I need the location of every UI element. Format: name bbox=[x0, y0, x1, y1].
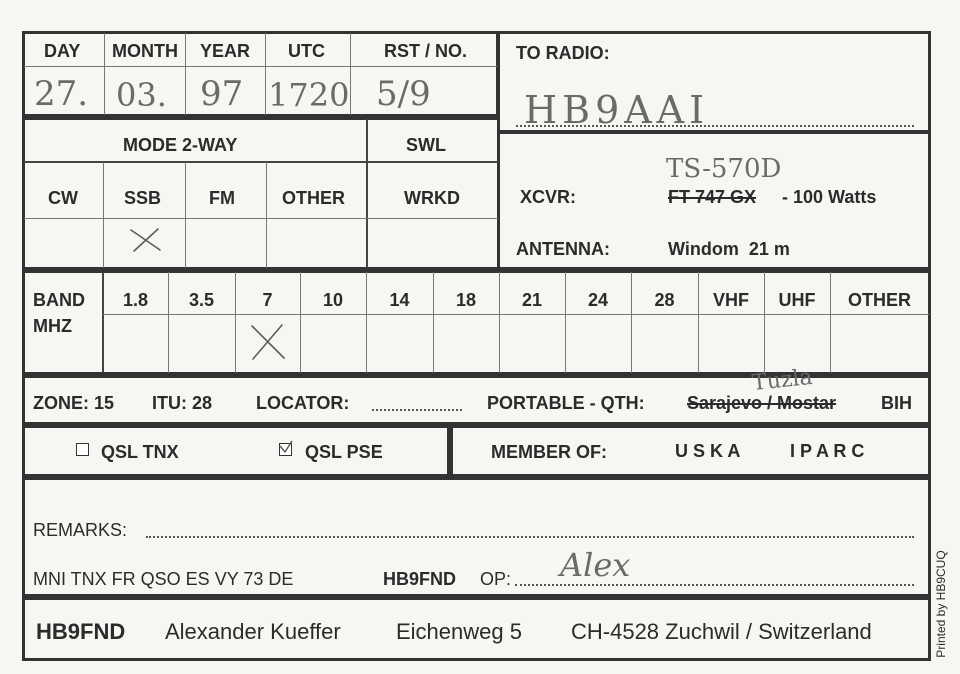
band-col-divider bbox=[366, 272, 367, 373]
band-label: BAND bbox=[33, 290, 85, 310]
mode-other: OTHER bbox=[282, 188, 345, 208]
mode-fm: FM bbox=[209, 188, 235, 208]
qth-country: BIH bbox=[881, 393, 912, 413]
to-radio-callsign: HB9AAI bbox=[524, 88, 710, 132]
band-1-8: 1.8 bbox=[122, 290, 149, 310]
band-col-divider bbox=[433, 272, 434, 373]
mode-title-divider bbox=[24, 161, 498, 163]
utc-value: 1720 bbox=[268, 76, 350, 114]
qsl-pse-checkbox[interactable] bbox=[279, 443, 292, 456]
band-3-5: 3.5 bbox=[188, 290, 215, 310]
swl-title: SWL bbox=[406, 135, 446, 155]
locator-dotted-line bbox=[372, 409, 462, 411]
band-col-divider bbox=[764, 272, 765, 373]
member-uska: U S K A bbox=[675, 441, 741, 461]
printed-by-credit: Printed by HB9CUQ bbox=[934, 550, 948, 658]
remarks-label: REMARKS: bbox=[33, 520, 128, 540]
zone-text: ZONE: 15 bbox=[33, 393, 115, 413]
date-col-divider bbox=[265, 33, 266, 115]
xcvr-handwritten-model: TS-570D bbox=[666, 154, 782, 184]
mode-cw: CW bbox=[48, 188, 78, 208]
qth-printed: Sarajevo / Mostar bbox=[687, 393, 837, 413]
mode-ssb: SSB bbox=[124, 188, 162, 208]
band-label-divider bbox=[102, 272, 104, 373]
xcvr-label: XCVR: bbox=[520, 187, 577, 207]
band-uhf: UHF bbox=[778, 290, 816, 310]
band-row-divider bbox=[103, 314, 929, 315]
antenna-value: Windom 21 m bbox=[668, 239, 790, 259]
qsl-tnx-label: QSL TNX bbox=[101, 442, 179, 462]
band-col-divider bbox=[168, 272, 169, 373]
band-col-divider bbox=[698, 272, 699, 373]
op-label: OP: bbox=[480, 569, 512, 589]
wrkd-label: WRKD bbox=[404, 188, 460, 208]
op-dotted-line bbox=[515, 584, 914, 586]
to-radio-label: TO RADIO: bbox=[516, 43, 610, 63]
footer-callsign: HB9FND bbox=[36, 619, 126, 644]
date-col-divider bbox=[104, 33, 105, 115]
qsl-tnx-checkbox[interactable] bbox=[76, 443, 89, 456]
footer-name: Alexander Kueffer bbox=[165, 619, 341, 644]
xcvr-printed-model: FT 747 GX bbox=[668, 187, 757, 207]
member-of-label: MEMBER OF: bbox=[491, 442, 607, 462]
date-col-divider bbox=[185, 33, 186, 115]
band-21: 21 bbox=[521, 290, 543, 310]
band-24: 24 bbox=[587, 290, 609, 310]
member-iparc: I P A R C bbox=[790, 441, 865, 461]
portable-qth-label: PORTABLE - QTH: bbox=[487, 393, 645, 413]
operator-signature: Alex bbox=[560, 546, 631, 584]
month-value: 03. bbox=[116, 76, 167, 114]
itu-text: ITU: 28 bbox=[152, 393, 213, 413]
ssb-check-mark bbox=[128, 226, 164, 254]
date-header-divider bbox=[24, 66, 497, 67]
antenna-label: ANTENNA: bbox=[516, 239, 610, 259]
rst-value: 5/9 bbox=[376, 74, 431, 114]
band-10: 10 bbox=[322, 290, 344, 310]
band-18: 18 bbox=[455, 290, 477, 310]
checkbox-check-icon bbox=[278, 440, 294, 456]
remarks-callsign: HB9FND bbox=[383, 569, 457, 589]
year-label: YEAR bbox=[200, 41, 251, 61]
mode-row-divider bbox=[24, 218, 498, 219]
rst-label: RST / NO. bbox=[384, 41, 468, 61]
band-frame bbox=[22, 270, 931, 375]
mode-col-divider bbox=[185, 162, 186, 268]
band-col-divider bbox=[565, 272, 566, 373]
band-28: 28 bbox=[654, 290, 675, 310]
band-col-divider bbox=[499, 272, 500, 373]
band-vhf: VHF bbox=[713, 290, 749, 310]
footer-city: CH-4528 Zuchwil / Switzerland bbox=[571, 619, 872, 644]
band-col-divider bbox=[830, 272, 831, 373]
year-value: 97 bbox=[200, 74, 244, 114]
xcvr-power: - 100 Watts bbox=[782, 187, 877, 207]
qth-handwritten: Tuzla bbox=[750, 364, 814, 397]
date-col-divider bbox=[350, 33, 351, 115]
remarks-dotted-line bbox=[146, 536, 914, 538]
day-value: 27. bbox=[34, 74, 89, 114]
mode-swl-divider bbox=[366, 119, 368, 268]
mode-title: MODE 2-WAY bbox=[123, 135, 238, 155]
band-col-divider bbox=[631, 272, 632, 373]
month-label: MONTH bbox=[112, 41, 178, 61]
band-7: 7 bbox=[262, 290, 273, 310]
footer-street: Eichenweg 5 bbox=[396, 619, 522, 644]
band-other: OTHER bbox=[848, 290, 911, 310]
to-radio-dotted-line bbox=[516, 125, 914, 127]
band-col-divider bbox=[300, 272, 301, 373]
qsl-pse-label: QSL PSE bbox=[305, 442, 383, 462]
locator-label: LOCATOR: bbox=[256, 393, 350, 413]
band-col-divider bbox=[235, 272, 236, 373]
mhz-label: MHZ bbox=[33, 316, 72, 336]
mode-col-divider bbox=[266, 162, 267, 268]
remarks-greeting: MNI TNX FR QSO ES VY 73 DE bbox=[33, 569, 294, 589]
band-7-check-mark bbox=[248, 322, 288, 362]
day-label: DAY bbox=[44, 41, 81, 61]
utc-label: UTC bbox=[288, 41, 325, 61]
band-14: 14 bbox=[389, 290, 410, 310]
mode-col-divider bbox=[103, 162, 104, 268]
